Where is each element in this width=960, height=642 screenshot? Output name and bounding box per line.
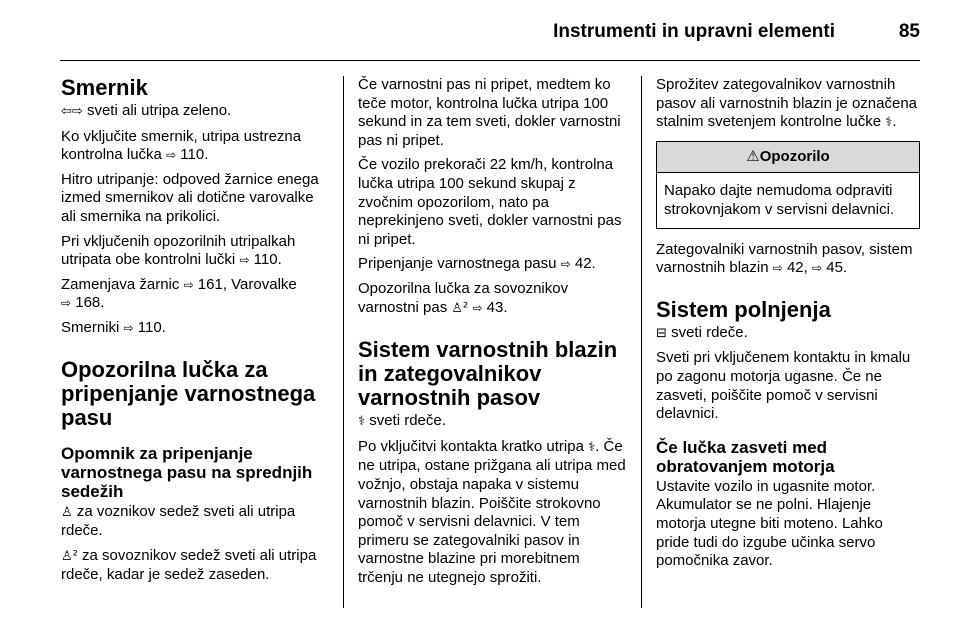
heading-sistem: Sistem varnostnih blazin in zategovalnikov varnostnih pasov [358,337,618,411]
page-ref-icon: ⇨ [183,277,194,292]
heading-smernik: Smernik [61,75,148,100]
page-ref-link[interactable]: 110. [253,251,282,269]
paragraph: Opozorilna lučka za sovoznikov varnostni pas ♙² ⇨ 43. [358,279,569,316]
airbag-icon: ⚕ [885,115,893,131]
paragraph: ♙ za voznikov sedež sveti ali utripa rdeče. [61,502,296,540]
page-ref-link[interactable]: 42. [574,255,596,273]
column-2 [358,76,628,593]
paragraph: ♙² za sovoznikov sedež sveti ali utripa rdeče, kadar je sedež zaseden. [61,546,317,584]
page-ref-icon: ⇨ [123,320,134,335]
paragraph: Hitro utripanje: odpoved žarnice enega izmed smernikov ali dotične varovalke ali smernika na prikolici. [61,170,319,225]
seatbelt-passenger-icon: ♙² [61,548,78,564]
paragraph: Sprožitev zategovalnikov varnostnih pasov ali varnostnih blazin je označena stalnim svetenjem kontrolne lučke ⚕. [656,76,917,131]
paragraph: ⚕ sveti rdeče. [358,412,446,430]
page-ref-icon: ⇨ [772,261,783,276]
paragraph: Smerniki ⇨ 110. [61,318,166,336]
header-title: Instrumenti in upravni elementi [553,21,835,42]
paragraph: Pripenjanje varnostnega pasu ⇨ 42. [358,255,596,273]
page-ref-icon: ⇨ [472,300,483,315]
page-ref-icon: ⇨ [166,148,177,163]
column-1 [61,76,329,591]
heading-polnjenja: Sistem polnjenja [656,296,831,322]
battery-icon: ⊟ [656,325,667,341]
page-ref-icon: ⇨ [239,253,250,268]
heading-opozorilna: Opozorilna lučka za pripenjanje varnostnega pasu [61,356,316,430]
paragraph: Ko vključite smernik, utripa ustrezna kontrolna lučka ⇨ 110. [61,127,302,164]
paragraph: ⊟ sveti rdeče. [656,323,748,341]
paragraph: Pri vključenih opozorilnih utripalkah utripata obe kontrolni lučki ⇨ 110. [61,232,296,269]
page-ref-link[interactable]: 45. [826,259,848,277]
seatbelt-driver-icon: ♙ [61,504,73,520]
column-3 [656,76,920,577]
page-ref-link[interactable]: 161, Varovalke [197,275,297,293]
paragraph: Če vozilo prekorači 22 km/h, kontrolna lučka utripa 100 sekund skupaj z zvočnim opozorilom, nato pa neprekinjeno sveti, dokler varnostni pas ni pripet. [358,156,622,248]
warning-box [656,141,920,229]
page-header [0,0,960,56]
page-ref-icon: ⇨ [61,296,72,311]
page-ref-link[interactable]: 43. [486,298,508,316]
paragraph: Če varnostni pas ni pripet, medtem ko teče motor, kontrolna lučka utripa 100 sekund in za tem sveti, dokler varnostni pas ni pripet. [358,76,621,149]
paragraph: Ustavite vozilo in ugasnite motor. Akumulator se ne polni. Hlajenje motorja utegne biti moteno. Lahko pride tudi do izgube učinka servo pomočnika zavor. [656,477,883,570]
page-ref-icon: ⇨ [812,261,823,276]
page-number: 85 [898,21,920,42]
heading-zasveti: Če lučka zasveti med obratovanjem motorja [656,437,835,476]
turn-signal-icon: ⇦⇨ [61,104,83,119]
column-divider [641,76,642,608]
paragraph: ⇦⇨ sveti ali utripa zeleno. [61,102,232,119]
warning-header [657,142,919,174]
heading-opomnik: Opomnik za pripenjanje varnostnega pasu na sprednjih sedežih [61,443,313,501]
seatbelt-passenger-icon: ♙² [451,300,469,316]
airbag-icon: ⚕ [358,414,366,430]
paragraph: Sveti pri vključenem kontaktu in kmalu po zagonu motorja ugasne. Če ne zasveti, poiščite pomoč v servisni delavnici. [656,349,911,423]
airbag-icon: ⚕ [588,439,596,455]
warning-icon: ⚠ [746,147,760,165]
paragraph: Zategovalniki varnostnih pasov, sistem varnostnih blazin ⇨ 42, ⇨ 45. [656,240,913,277]
page-ref-link[interactable]: 168. [75,294,105,312]
paragraph: Zamenjava žarnic ⇨ 161, Varovalke ⇨ 168. [61,275,297,312]
paragraph: Po vključitvi kontakta kratko utripa ⚕. Če ne utripa, ostane prižgana ali utripa med vožnjo, obstaja napaka v sistemu varnostnih blazin. Poiščite strokovno pomoč v servisni delavnici. V tem primeru se zategovalniki pasov in varnostne blazine pri morebitnem trčenju ne utegnejo sprožiti. [358,437,626,586]
warning-body: Napako dajte nemudoma odpraviti strokovnjakom v servisni delavnici. [664,182,895,218]
page-ref-icon: ⇨ [560,257,571,272]
page-ref-link[interactable]: 110. [180,146,209,164]
page-ref-link[interactable]: 110. [137,318,166,336]
page-ref-link[interactable]: 42, [786,259,808,277]
header-rule [60,60,920,61]
warning-title: Opozorilo [759,147,830,165]
column-divider [343,76,344,608]
